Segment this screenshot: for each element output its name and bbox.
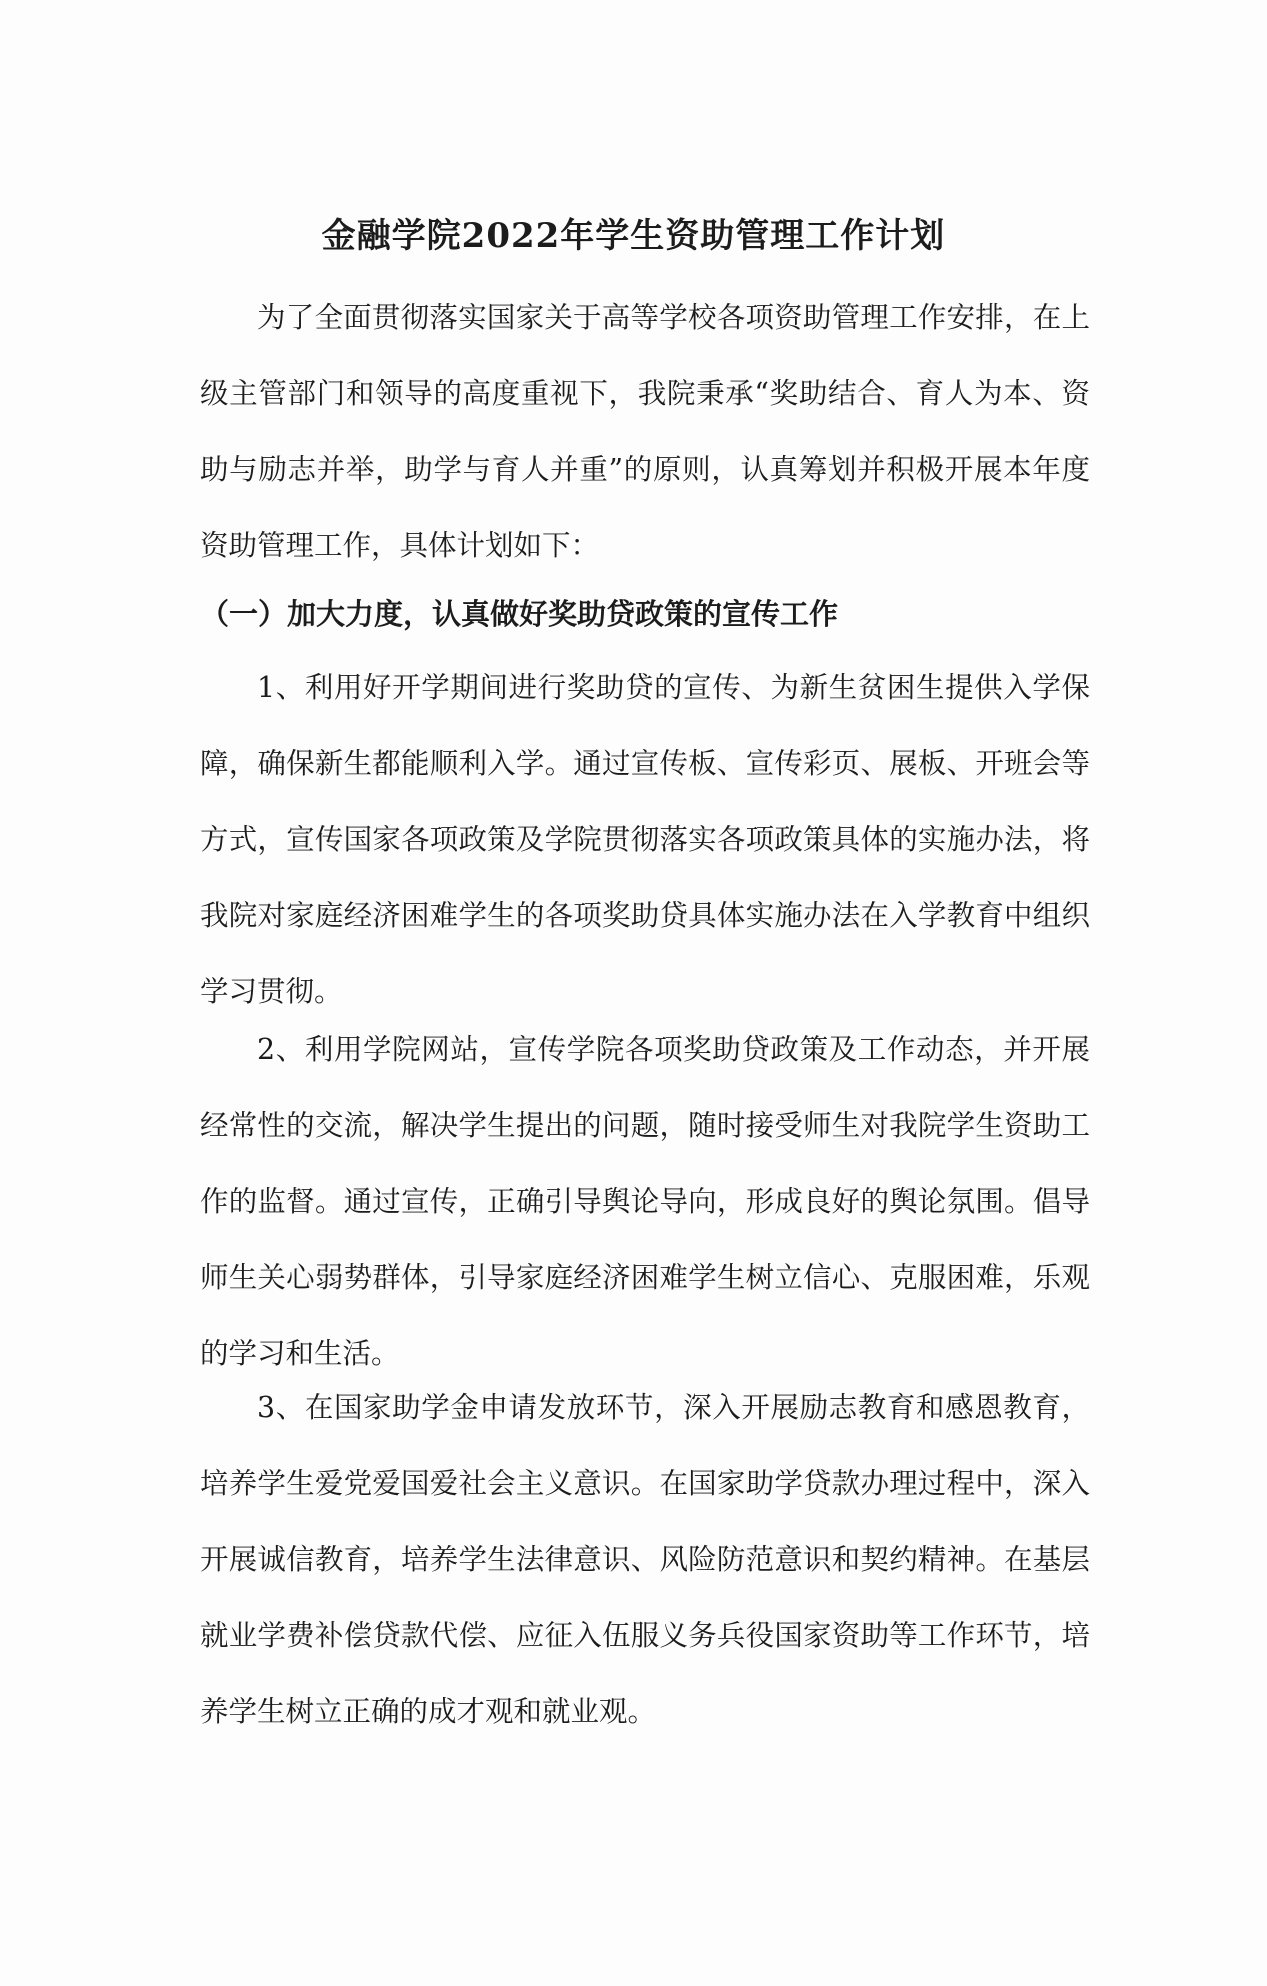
intro-paragraph: 为了全面贯彻落实国家关于高等学校各项资助管理工作安排，在上级主管部门和领导的高度重视下，我院秉承“奖助结合、育人为本、资助与励志并举，助学与育人并重”的原则，认真筹划并积极开展本年度资助管理工作，具体计划如下：: [200, 301, 1090, 562]
list-item: 2、利用学院网站，宣传学院各项奖助贷政策及工作动态，并开展经常性的交流，解决学生提出的问题，随时接受师生对我院学生资助工作的监督。通过宣传，正确引导舆论导向，形成良好的舆论氛围。倡导师生关心弱势群体，引导家庭经济困难学生树立信心、克服困难，乐观的学习和生活。: [200, 1033, 1090, 1370]
list-item: 3、在国家助学金申请发放环节，深入开展励志教育和感恩教育，培养学生爱党爱国爱社会主义意识。在国家助学贷款办理过程中，深入开展诚信教育，培养学生法律意识、风险防范意识和契约精神。在基层就业学费补偿贷款代偿、应征入伍服义务兵役国家资助等工作环节，培养学生树立正确的成才观和就业观。: [200, 1391, 1090, 1728]
section-heading: （一）加大力度，认真做好奖助贷政策的宣传工作: [200, 597, 839, 631]
list-item: 1、利用好开学期间进行奖助贷的宣传、为新生贫困生提供入学保障，确保新生都能顺利入学。通过宣传板、宣传彩页、展板、开班会等方式，宣传国家各项政策及学院贯彻落实各项政策具体的实施办法，将我院对家庭经济困难学生的各项奖助贷具体实施办法在入学教育中组织学习贯彻。: [200, 671, 1090, 1008]
document-title: 金融学院2022年学生资助管理工作计划: [321, 216, 946, 256]
